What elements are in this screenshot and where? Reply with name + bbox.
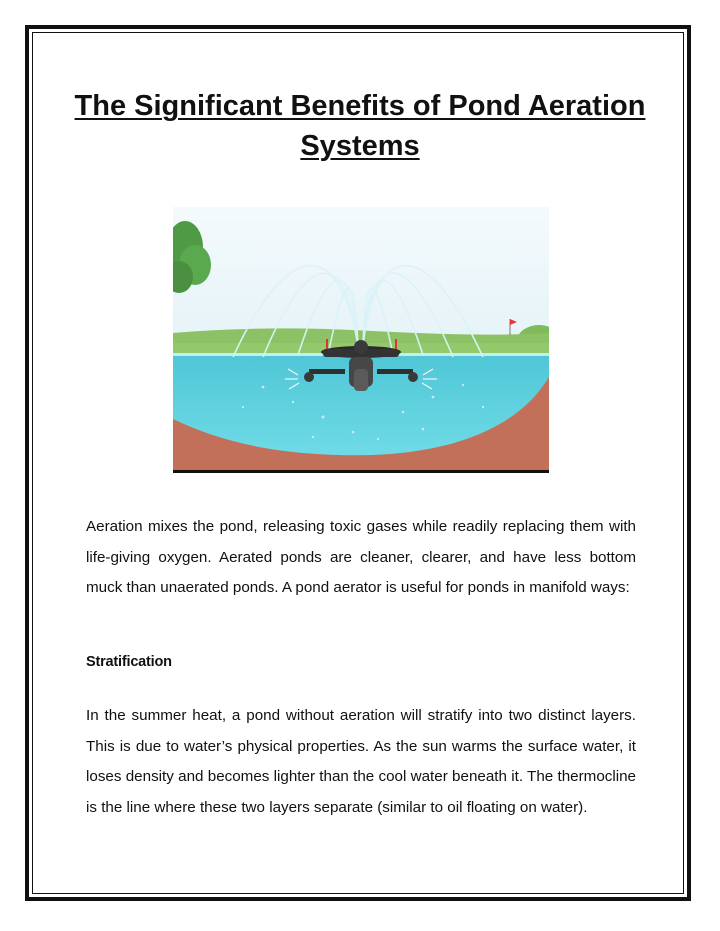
section-heading: Stratification — [86, 654, 172, 670]
intro-paragraph: Aeration mixes the pond, releasing toxic gases while readily replacing them with life-giving oxygen. Aerated ponds are cleaner, clearer, and have less bottom muck than unaerated ponds. A pond aerator is useful for ponds in manifold ways: — [86, 518, 636, 596]
stratification-paragraph: In the summer heat, a pond without aeration will stratify into two distinct layers. This is due to water’s physical properties. As the sun warms the surface water, it loses density and becomes lighter than the cool water beneath it. The thermocline is the line where these two layers separate (similar to oil floating on water). — [86, 707, 636, 816]
figure-underline — [173, 470, 549, 473]
document-title: The Significant Benefits of Pond Aeration Systems — [74, 90, 646, 162]
pond-aerator-fountain-illustration — [173, 207, 549, 471]
